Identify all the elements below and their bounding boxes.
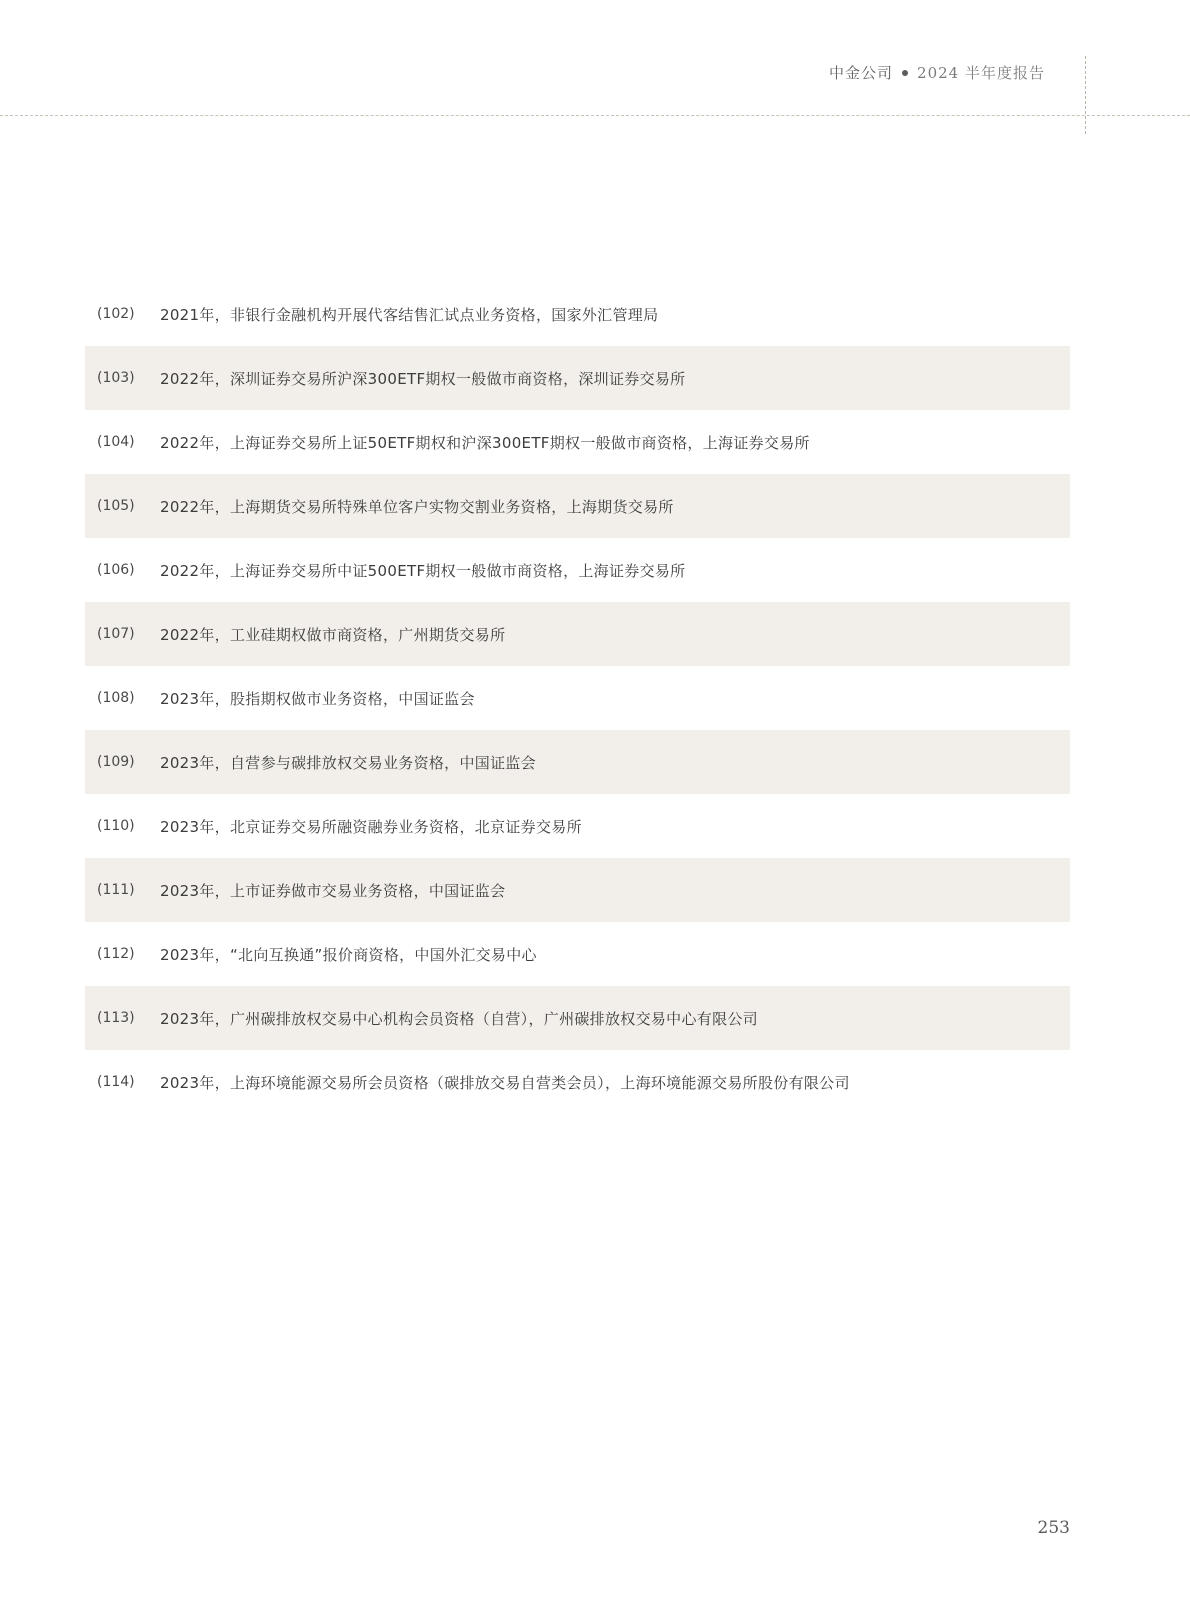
list-item	[85, 666, 1070, 730]
item-text: 2023年，北京证券交易所融资融券业务资格，北京证券交易所	[160, 817, 582, 836]
list-item	[85, 282, 1070, 346]
item-number: (107)	[97, 626, 135, 642]
qualification-list	[85, 282, 1070, 1114]
page-header	[829, 62, 1045, 83]
item-text: 2022年，上海证券交易所中证500ETF期权一般做市商资格，上海证券交易所	[160, 561, 686, 580]
item-number: (109)	[97, 754, 135, 770]
bullet-dot-icon	[902, 70, 908, 76]
list-item	[85, 602, 1070, 666]
page-number: 253	[1037, 1518, 1070, 1538]
item-number: (102)	[97, 306, 135, 322]
item-text: 2023年，“北向互换通”报价商资格，中国外汇交易中心	[160, 945, 537, 964]
item-number: (108)	[97, 690, 135, 706]
item-number: (111)	[97, 882, 135, 898]
item-number: (114)	[97, 1074, 135, 1090]
header-dashed-rule	[0, 115, 1190, 116]
item-text: 2023年，股指期权做市业务资格，中国证监会	[160, 689, 475, 708]
list-item	[85, 538, 1070, 602]
item-number: (103)	[97, 370, 135, 386]
item-text: 2023年，广州碳排放权交易中心机构会员资格（自营），广州碳排放权交易中心有限公司	[160, 1009, 758, 1028]
list-item	[85, 346, 1070, 410]
item-number: (106)	[97, 562, 135, 578]
list-item	[85, 922, 1070, 986]
item-number: (104)	[97, 434, 135, 450]
list-item	[85, 986, 1070, 1050]
list-item	[85, 858, 1070, 922]
item-number: (113)	[97, 1010, 135, 1026]
report-title: 2024 半年度报告	[917, 64, 1045, 82]
list-item	[85, 474, 1070, 538]
item-text: 2022年，工业硅期权做市商资格，广州期货交易所	[160, 625, 506, 644]
item-text: 2023年，上海环境能源交易所会员资格（碳排放交易自营类会员），上海环境能源交易所股份有限公司	[160, 1073, 850, 1092]
item-text: 2022年，深圳证券交易所沪深300ETF期权一般做市商资格，深圳证券交易所	[160, 369, 686, 388]
item-text: 2023年，上市证券做市交易业务资格，中国证监会	[160, 881, 506, 900]
list-item	[85, 730, 1070, 794]
item-text: 2023年，自营参与碳排放权交易业务资格，中国证监会	[160, 753, 536, 772]
list-item	[85, 410, 1070, 474]
list-item	[85, 794, 1070, 858]
item-number: (112)	[97, 946, 135, 962]
item-text: 2021年，非银行金融机构开展代客结售汇试点业务资格，国家外汇管理局	[160, 305, 659, 324]
company-name: 中金公司	[829, 64, 894, 82]
item-text: 2022年，上海期货交易所特殊单位客户实物交割业务资格，上海期货交易所	[160, 497, 674, 516]
item-text: 2022年，上海证券交易所上证50ETF期权和沪深300ETF期权一般做市商资格，上海证券交易所	[160, 433, 810, 452]
item-number: (110)	[97, 818, 135, 834]
list-item	[85, 1050, 1070, 1114]
item-number: (105)	[97, 498, 135, 514]
vertical-dashed-divider	[1085, 56, 1086, 134]
